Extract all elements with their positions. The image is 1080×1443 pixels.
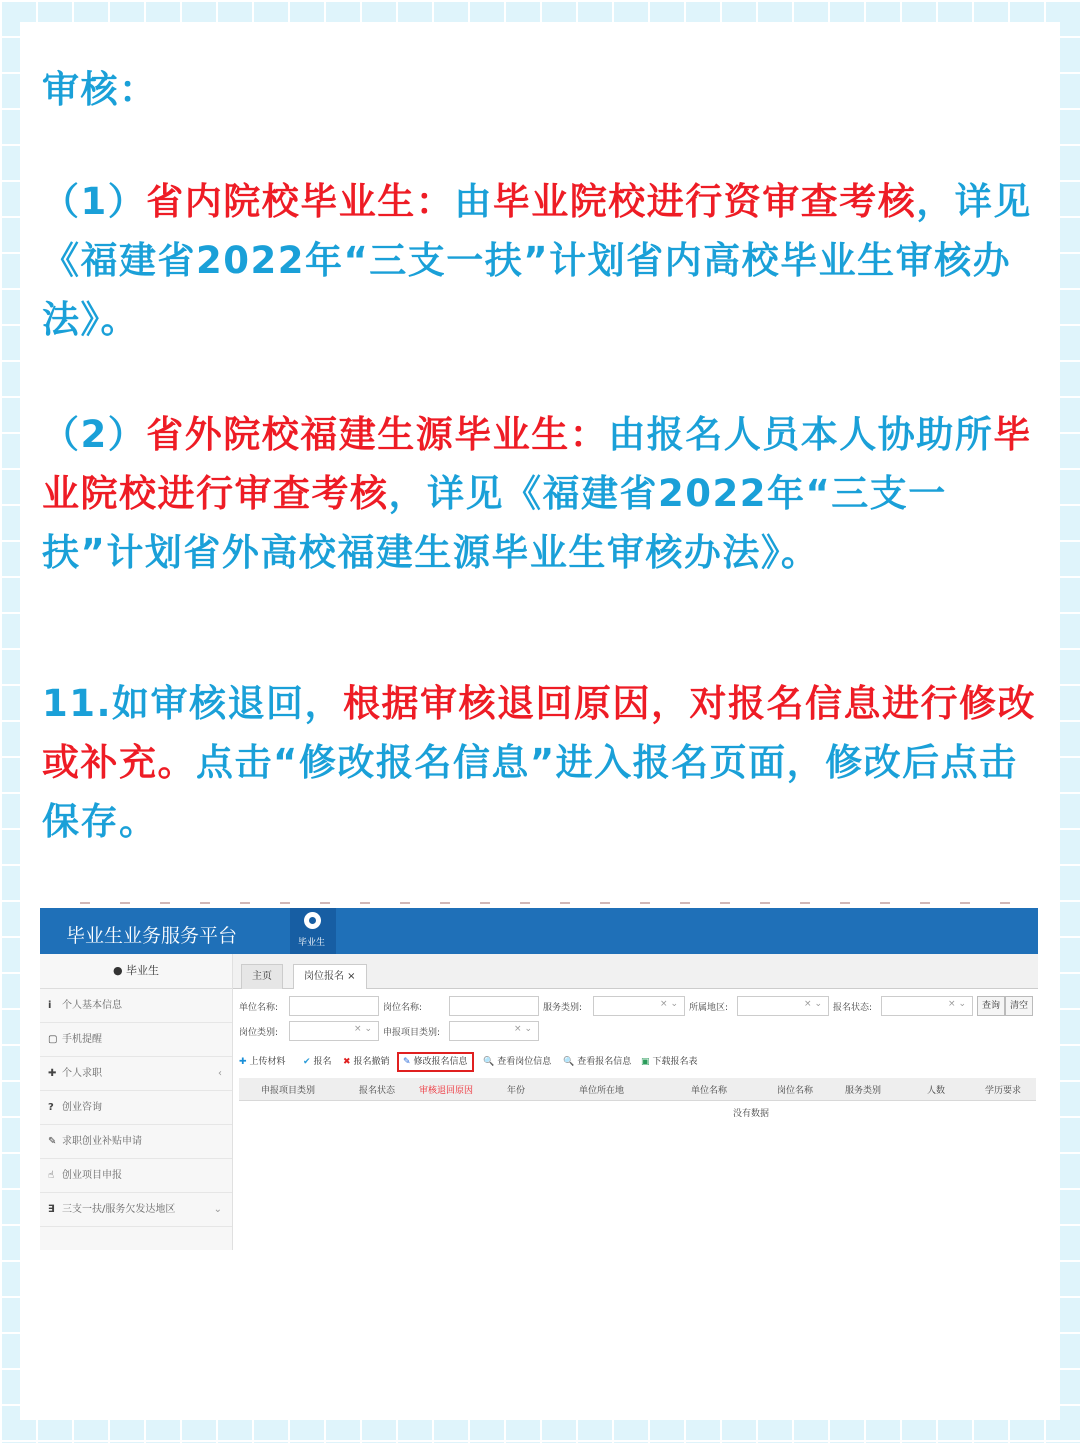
edge-dash: [160, 902, 170, 904]
sidebar-item[interactable]: [40, 1193, 232, 1227]
edge-dash: [760, 902, 770, 904]
text-segment: 由: [454, 180, 493, 223]
sidebar-item[interactable]: [40, 1125, 232, 1159]
sidebar-item-label: 个人基本信息: [62, 1000, 122, 1011]
text-segment: （1）: [42, 180, 147, 223]
sidebar-item-label: 三支一扶/服务欠发达地区: [62, 1204, 176, 1215]
toolbar-button[interactable]: [397, 1052, 474, 1072]
toolbar-label: 下载报名表: [652, 1057, 698, 1067]
tab-home[interactable]: 主页: [241, 964, 283, 989]
text-segment: 审核：: [42, 68, 158, 111]
column-header[interactable]: 年份: [507, 1086, 526, 1096]
sidebar-user: [40, 954, 232, 989]
toolbar-label: 报名: [313, 1057, 332, 1067]
main-panel: [233, 954, 1038, 1250]
text-segment: 根据审核退回原因，对报名信息进行修改或补充。: [42, 682, 1037, 784]
edge-dash: [1000, 902, 1010, 904]
toolbar-icon: ▣: [641, 1057, 650, 1067]
sidebar-item-icon: ☝: [48, 1170, 55, 1181]
toolbar-icon: ✚: [239, 1057, 247, 1067]
toolbar-label: 修改报名信息: [413, 1057, 468, 1067]
sidebar-item-icon: i: [48, 1000, 52, 1011]
clear-icon: × ⌄: [948, 999, 966, 1009]
filter-label-unit: 单位名称:: [239, 1003, 279, 1013]
query-button[interactable]: 查询: [977, 996, 1005, 1016]
edge-dash: [920, 902, 930, 904]
toolbar-icon: ✖: [343, 1057, 351, 1067]
sidebar-item-label: 手机提醒: [62, 1034, 102, 1045]
sidebar-item-icon: ✎: [48, 1136, 57, 1147]
sidebar-item-icon: ∃: [48, 1204, 55, 1215]
header-user-label: 毕业生: [298, 938, 326, 948]
table-header: [239, 1078, 1036, 1101]
no-data-label: 没有数据: [733, 1109, 770, 1119]
edge-dash: [600, 902, 610, 904]
sidebar-item-icon: ✚: [48, 1068, 57, 1079]
edge-dash: [680, 902, 690, 904]
edge-dash: [840, 902, 850, 904]
clear-icon: × ⌄: [514, 1024, 532, 1034]
edge-dash: [560, 902, 570, 904]
toolbar-label: 报名撤销: [353, 1057, 390, 1067]
edge-dash: [280, 902, 290, 904]
edge-dash: [480, 902, 490, 904]
screenshot-top-edge: [40, 900, 1038, 908]
toolbar-label: 查看报名信息: [577, 1057, 632, 1067]
tab-bar: [233, 954, 1038, 989]
toolbar-label: 查看岗位信息: [497, 1057, 552, 1067]
content-card: [20, 22, 1060, 1420]
edge-dash: [360, 902, 370, 904]
filter-service-select[interactable]: [593, 996, 685, 1016]
column-header[interactable]: 单位名称: [691, 1086, 728, 1096]
text-segment: 由报名人员本人协助所: [608, 413, 994, 456]
sidebar-item[interactable]: [40, 1091, 232, 1125]
text-segment: 省内院校毕业生：: [146, 180, 455, 223]
edge-dash: [800, 902, 810, 904]
toolbar-button[interactable]: [563, 1052, 631, 1072]
clear-icon: × ⌄: [354, 1024, 372, 1034]
clear-button[interactable]: 清空: [1005, 996, 1033, 1016]
user-avatar-icon: [304, 912, 321, 929]
column-header[interactable]: 岗位名称: [777, 1086, 814, 1096]
header-user-button[interactable]: [290, 908, 336, 954]
text-segment: 点击“修改报名信息”进入报名页面，修改后点击保存。: [42, 741, 1018, 843]
edge-dash: [640, 902, 650, 904]
text-segment: 省外院校福建生源毕业生：: [146, 413, 609, 456]
sidebar-item[interactable]: [40, 1159, 232, 1193]
paragraph-step-11: [42, 674, 1042, 851]
column-header[interactable]: 学历要求: [985, 1086, 1022, 1096]
filter-label-category: 岗位类别:: [239, 1028, 279, 1038]
edge-dash: [960, 902, 970, 904]
toolbar-icon: ✎: [403, 1057, 411, 1067]
text-segment: 毕业院校进行资审查考核: [492, 180, 917, 223]
sidebar-item-icon: ?: [48, 1102, 54, 1113]
edge-dash: [80, 902, 90, 904]
chevron-icon: ⌄: [213, 1204, 222, 1215]
toolbar-label: 上传材料: [249, 1057, 286, 1067]
filter-status-select[interactable]: [881, 996, 973, 1016]
column-header[interactable]: 人数: [927, 1086, 946, 1096]
edge-dash: [200, 902, 210, 904]
filter-label-position: 岗位名称:: [383, 1003, 423, 1013]
column-header[interactable]: 服务类别: [845, 1086, 882, 1096]
filter-label-status: 报名状态:: [833, 1003, 873, 1013]
sidebar-item[interactable]: [40, 1057, 232, 1091]
chevron-icon: ‹: [218, 1068, 222, 1079]
text-segment: ，详见《福建省2022年“三支一扶”计划省内高校毕业生审核办法》。: [42, 180, 1032, 341]
text-segment: （2）: [42, 413, 147, 456]
filter-position-input[interactable]: [449, 996, 539, 1016]
paragraph-in-province: [42, 172, 1042, 349]
edge-dash: [240, 902, 250, 904]
filter-row-1: [239, 996, 1036, 1016]
sidebar-item-label: 个人求职: [62, 1068, 102, 1079]
filter-row-2: [239, 1021, 1036, 1041]
filter-label-region: 所属地区:: [689, 1003, 729, 1013]
column-header[interactable]: 单位所在地: [579, 1086, 625, 1096]
edge-dash: [400, 902, 410, 904]
edge-dash: [320, 902, 330, 904]
column-header[interactable]: 审核退回原因: [419, 1086, 474, 1096]
edge-dash: [520, 902, 530, 904]
heading-review: [42, 60, 1042, 119]
toolbar-icon: ✔: [303, 1057, 311, 1067]
paragraph-out-province: [42, 405, 1042, 582]
filter-region-select[interactable]: [737, 996, 829, 1016]
sidebar-item[interactable]: [40, 989, 232, 1023]
sidebar-item-label: 创业咨询: [62, 1102, 102, 1113]
column-header[interactable]: 申报项目类别: [261, 1086, 316, 1096]
filter-project-select[interactable]: [449, 1021, 539, 1041]
embedded-screenshot: [40, 900, 1038, 1250]
toolbar-button[interactable]: [303, 1052, 332, 1072]
sidebar-item-label: 求职创业补贴申请: [62, 1136, 142, 1147]
text-segment: 毕业院校进行审查考核: [42, 413, 1032, 515]
tab-job-application[interactable]: 岗位报名 ×: [293, 964, 367, 989]
column-header[interactable]: 报名状态: [359, 1086, 396, 1096]
edge-dash: [880, 902, 890, 904]
toolbar-button[interactable]: [343, 1052, 390, 1072]
toolbar-button[interactable]: [483, 1052, 551, 1072]
edge-dash: [120, 902, 130, 904]
sidebar-item[interactable]: [40, 1023, 232, 1057]
toolbar-icon: 🔍: [483, 1057, 495, 1067]
app-header: [40, 908, 1038, 954]
sidebar-item-icon: ▢: [48, 1034, 58, 1045]
filter-unit-input[interactable]: [289, 996, 379, 1016]
clear-icon: × ⌄: [804, 999, 822, 1009]
clear-icon: × ⌄: [660, 999, 678, 1009]
user-icon: ●: [112, 964, 123, 977]
toolbar-button[interactable]: [641, 1052, 698, 1072]
sidebar: [40, 954, 233, 1250]
sidebar-user-label: 毕业生: [126, 964, 160, 977]
filter-label-service: 服务类别:: [543, 1003, 583, 1013]
app-title: 毕业生业务服务平台: [66, 925, 238, 947]
text-segment: 11.如审核退回，: [42, 682, 344, 725]
edge-dash: [440, 902, 450, 904]
sidebar-item-label: 创业项目申报: [62, 1170, 122, 1181]
text-segment: ，详见《福建省2022年“三支一扶”计划省外高校福建生源毕业生审核办法》。: [42, 472, 947, 574]
edge-dash: [720, 902, 730, 904]
toolbar-icon: 🔍: [563, 1057, 575, 1067]
filter-label-project: 申报项目类别:: [383, 1028, 441, 1038]
filter-category-select[interactable]: [289, 1021, 379, 1041]
toolbar-button[interactable]: [239, 1052, 286, 1072]
